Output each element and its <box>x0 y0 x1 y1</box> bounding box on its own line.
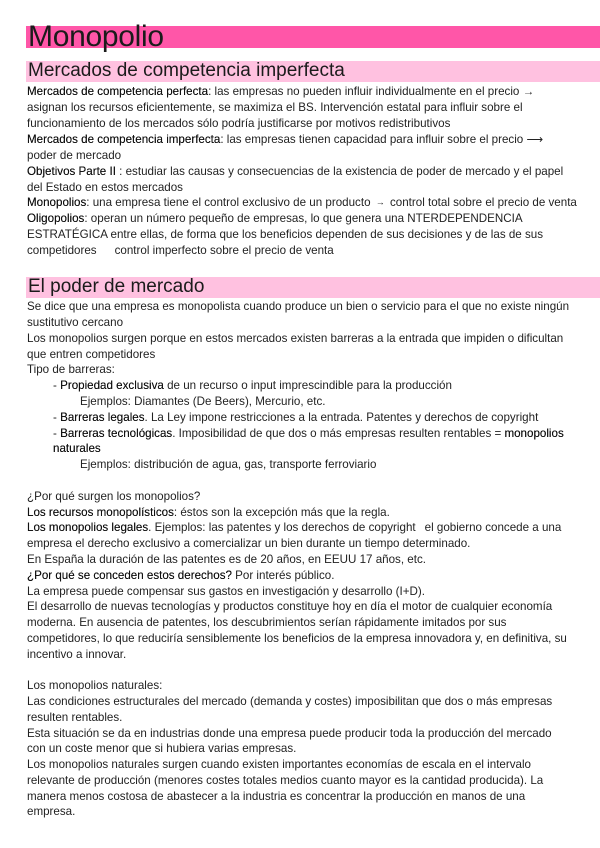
text-line: asignan los recursos eficientemente, se maximiza el BS. Intervención estatal para influir sobre el <box>27 101 523 114</box>
section-heading-1: Mercados de competencia imperfecta <box>28 60 345 81</box>
text-line: resulten rentables. <box>27 711 123 724</box>
text-line: moderna. En ausencia de patentes, los descubrimientos serían rápidamente imitados por sus <box>27 616 507 629</box>
text-line: Los monopolios legales. Ejemplos: las patentes y los derechos de copyright el gobierno concede a una <box>27 521 562 534</box>
text-line: Se dice que una empresa es monopolista cuando produce un bien o servicio para el que no existe ningún <box>27 300 570 313</box>
long-arrow-icon: ⟶ <box>526 133 544 146</box>
text-line: del Estado en estos mercados <box>27 181 183 194</box>
text-line: con un coste menor que si hubiera varias empresas. <box>27 742 297 755</box>
small-arrow-icon: → <box>375 197 385 208</box>
text-line: que entren competidores <box>27 348 156 361</box>
text-line: relevante de producción (menores costes totales medios cuanto mayor es la cantidad producida). La <box>27 774 544 787</box>
list-item: - Propiedad exclusiva de un recurso o input imprescindible para la producción <box>53 379 452 392</box>
section-heading-2: El poder de mercado <box>28 276 205 297</box>
text-line: Mercados de competencia imperfecta: las empresas tienen capacidad para influir sobre el precio ⟶ <box>27 133 544 146</box>
text-line: manera menos costosa de abastecer a la industria es concentrar la producción en manos de una <box>27 790 526 803</box>
text-line: Objetivos Parte II : estudiar las causas y consecuencias de la existencia de poder de mercado y el papel <box>27 165 564 178</box>
text-line: Las condiciones estructurales del mercado (demanda y costes) imposibilitan que dos o más empresas <box>27 695 553 708</box>
list-item: - Barreras legales. La Ley impone restricciones a la entrada. Patentes y derechos de copyright <box>53 411 539 424</box>
text-line: competidores control imperfecto sobre el precio de venta <box>27 244 334 257</box>
text-line: empresa. <box>27 805 76 818</box>
list-item: - Barreras tecnológicas. Imposibilidad de que dos o más empresas resulten rentables = monopolios <box>53 427 564 440</box>
text-line: Oligopolios: operan un número pequeño de empresas, lo que genera una NTERDEPENDENCIA <box>27 212 523 225</box>
list-example: Ejemplos: distribución de agua, gas, transporte ferroviario <box>80 458 377 471</box>
text-line: ¿Por qué se conceden estos derechos? Por interés público. <box>27 569 335 582</box>
text-line: Esta situación se da en industrias donde una empresa puede producir toda la producción del mercado <box>27 727 552 740</box>
text-line: En España la duración de las patentes es de 20 años, en EEUU 17 años, etc. <box>27 553 426 566</box>
page-title: Monopolio <box>28 20 164 53</box>
text-line: funcionamiento de los mercados sólo podría justificarse por motivos redistributivos <box>27 117 451 130</box>
text-line: Los monopolios surgen porque en estos mercados existen barreras a la entrada que impiden o dificultan <box>27 332 564 345</box>
text-line: Monopolios: una empresa tiene el control exclusivo de un producto → control total sobre el precio de venta <box>27 196 577 209</box>
text-line: El desarrollo de nuevas tecnologías y productos constituye hoy en día el motor de cualquier economía <box>27 600 553 613</box>
text-line: competidores, lo que reduciría sensiblemente los beneficios de la empresa innovadora y, en definitiva, su <box>27 632 567 645</box>
text-line: incentivo a innovar. <box>27 648 127 661</box>
text-line: poder de mercado <box>27 149 122 162</box>
list-example: Ejemplos: Diamantes (De Beers), Mercurio, etc. <box>80 395 326 408</box>
text-line: ESTRATÉGICA entre ellas, de forma que los beneficios dependen de sus decisiones y de las de sus <box>27 228 543 241</box>
text-line: La empresa puede compensar sus gastos en investigación y desarrollo (I+D). <box>27 585 425 598</box>
text-line: Los recursos monopolísticos: éstos son la excepción más que la regla. <box>27 506 390 519</box>
text-line: sustitutivo cercano <box>27 316 124 329</box>
text-line: Los monopolios naturales: <box>27 679 163 692</box>
text-line: Mercados de competencia perfecta: las empresas no pueden influir individualmente en el precio → <box>27 85 535 98</box>
text-line: Tipo de barreras: <box>27 363 115 376</box>
text-line: ¿Por qué surgen los monopolios? <box>27 490 201 503</box>
arrow-right-icon: → <box>522 85 535 98</box>
list-item-continuation: naturales <box>53 442 101 455</box>
text-line: Los monopolios naturales surgen cuando existen importantes economías de escala en el intervalo <box>27 758 531 771</box>
text-line: empresa el derecho exclusivo a comercializar un bien durante un tiempo determinado. <box>27 537 471 550</box>
